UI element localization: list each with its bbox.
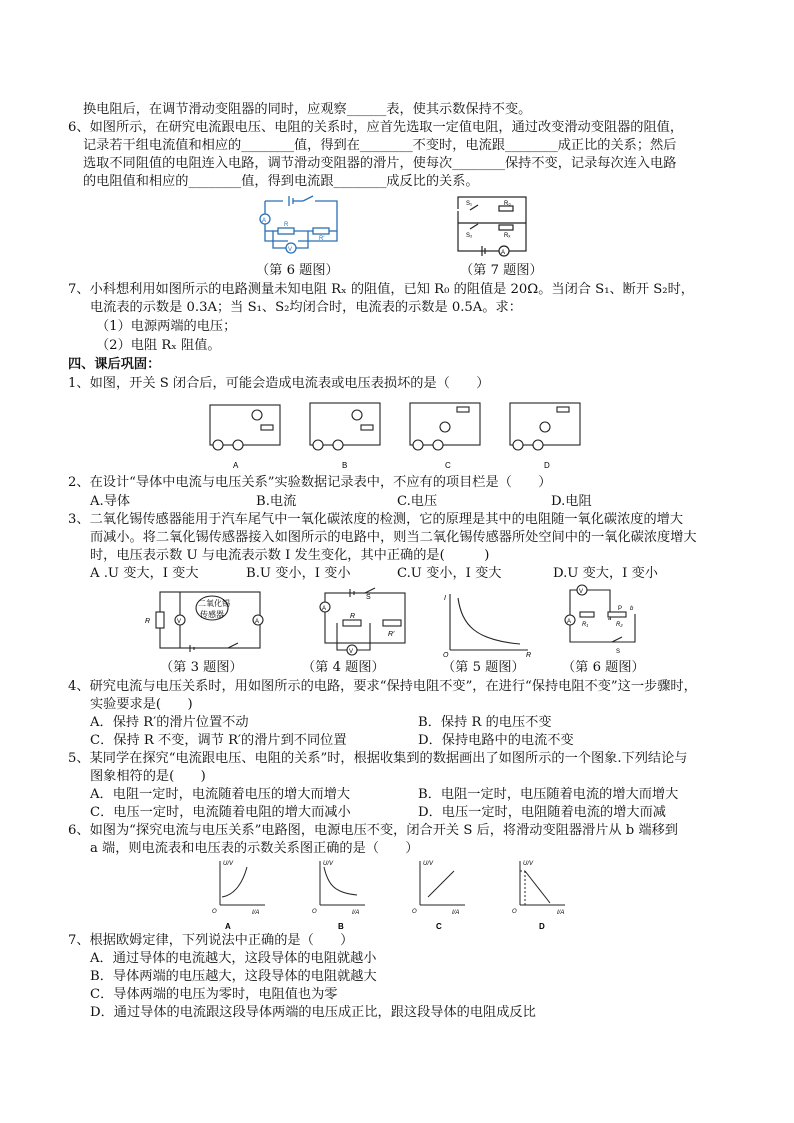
q5-option-a: A．电阻一定时，电流随着电压的增大而增大 bbox=[90, 787, 351, 802]
svg-text:R′: R′ bbox=[388, 631, 395, 638]
q6b-origin: O bbox=[312, 909, 317, 915]
sensor-label-bottom: 传感器 bbox=[200, 610, 224, 619]
svg-text:R: R bbox=[284, 222, 289, 228]
q6c-axis-i: I/A bbox=[452, 910, 460, 916]
svg-text:S: S bbox=[366, 594, 371, 601]
q6-label-a: A bbox=[225, 922, 231, 931]
q6-label-d: D bbox=[539, 922, 545, 931]
q3-sensor-circuit bbox=[145, 586, 268, 656]
svg-text:V: V bbox=[349, 649, 354, 655]
svg-text:V: V bbox=[288, 247, 293, 253]
q4-option-b: B．保持 R 的电压不变 bbox=[418, 715, 552, 730]
q6-label-c: C bbox=[436, 922, 442, 931]
q6b-axis-i: I/A bbox=[352, 910, 360, 916]
q5-axis-i: I bbox=[444, 595, 446, 602]
q4-option-d: D．保持电路中的电流不变 bbox=[418, 733, 574, 748]
q3-option-c: C.U 变小，I 变大 bbox=[397, 566, 502, 581]
q6-stem-line-2: a 端，则电流表和电压表的示数关系图正确的是（ ） bbox=[90, 841, 419, 856]
fig6-caption: （第 6 题图） bbox=[256, 263, 339, 278]
q6-graph-options bbox=[205, 857, 585, 933]
svg-text:A: A bbox=[567, 619, 572, 625]
svg-text:S₁: S₁ bbox=[466, 201, 473, 207]
q2-option-c: C.电压 bbox=[397, 494, 438, 509]
q3-option-b: B.U 变小，I 变小 bbox=[246, 566, 351, 581]
svg-text:Rₓ: Rₓ bbox=[504, 233, 511, 239]
q3-fig-caption: （第 3 题图） bbox=[160, 660, 243, 675]
q2-option-b: B.电流 bbox=[256, 494, 297, 509]
q3-line-1: 3、二氧化锡传感器能用于汽车尾气中一氧化碳浓度的检测，它的原理是其中的电阻随一氧化碳浓度的增大 bbox=[68, 512, 684, 527]
q7-stem: 7、根据欧姆定律，下列说法中正确的是（ ） bbox=[68, 933, 354, 948]
svg-text:a: a bbox=[608, 616, 612, 622]
q7-option-b: B．导体两端的电压越大，这段导体的电阻就越大 bbox=[90, 969, 377, 984]
q7-line-2: 电流表的示数是 0.3A；当 S₁、S₂均闭合时，电流表的示数是 0.5A。求： bbox=[90, 300, 522, 315]
svg-text:A: A bbox=[322, 606, 327, 612]
q6-fig-caption: （第 6 题图） bbox=[562, 660, 645, 675]
q4-fig-caption: （第 4 题图） bbox=[302, 660, 385, 675]
q3-option-d: D.U 变大，I 变小 bbox=[553, 566, 658, 581]
q5-line-1: 5、某同学在探究“电流跟电压、电阻的关系”时，根据收集到的数据画出了如图所示的一个图象.下列结论与 bbox=[68, 751, 688, 766]
sensor-label-top: 二氧化锡 bbox=[198, 599, 230, 608]
q6c-origin: O bbox=[412, 909, 417, 915]
q7-option-c: C．导体两端的电压为零时，电阻值也为零 bbox=[90, 987, 338, 1002]
svg-text:A: A bbox=[501, 250, 506, 256]
q7-option-a: A．通过导体的电流越大，这段导体的电阻就越小 bbox=[90, 951, 377, 966]
fig6-circuit-diagram bbox=[253, 193, 343, 258]
q6a-axis-i: I/A bbox=[252, 910, 260, 916]
q6-label-b: B bbox=[338, 922, 344, 931]
q5-origin: O bbox=[443, 652, 449, 659]
svg-text:R: R bbox=[145, 618, 151, 625]
svg-text:S₂: S₂ bbox=[466, 233, 473, 239]
svg-text:A: A bbox=[262, 218, 267, 224]
q7-line-1: 7、小科想利用如图所示的电路测量未知电阻 Rₓ 的阻值，已知 R₀ 的阻值是 20Ω。当闭合 S₁、断开 S₂时， bbox=[68, 282, 694, 297]
q4-option-a: A．保持 R′的滑片位置不动 bbox=[90, 715, 249, 730]
q1-label-c: C bbox=[445, 461, 451, 470]
fig7-caption: （第 7 题图） bbox=[460, 263, 543, 278]
section-heading: 四、课后巩固： bbox=[68, 357, 161, 372]
q4-option-c: C．保持 R 不变，调节 R′的滑片到不同位置 bbox=[90, 733, 347, 748]
q5-option-b: B．电阻一定时，电压随着电流的增大而增大 bbox=[418, 787, 679, 802]
q2-option-a: A.导体 bbox=[90, 494, 131, 509]
q5-line-2: 图象相符的是( ) bbox=[90, 769, 206, 784]
svg-text:V: V bbox=[579, 589, 584, 595]
q3-line-2: 而减小。将二氧化锡传感器接入如图所示的电路中，则当二氧化锡传感器所处空间中的一氧化碳浓度增大 bbox=[90, 530, 697, 545]
q6-stem-line-1: 6、如图为“探究电流与电压关系”电路图，电源电压不变，闭合开关 S 后，将滑动变阻器滑片从 b 端移到 bbox=[68, 823, 678, 838]
q6-line-2: 记录若干组电流值和相应的________值，得到在________不变时，电流跟________成正比的关系；然后 bbox=[83, 138, 677, 153]
q5-option-d: D．电压一定时，电阻随着电流的增大而减 bbox=[418, 805, 666, 820]
q6-line-1: 6、如图所示，在研究电流跟电压、电阻的关系时，应首先选取一定值电阻，通过改变滑动变阻器的阻值， bbox=[68, 120, 684, 135]
q4-circuit bbox=[315, 585, 410, 657]
fig7-circuit-diagram bbox=[452, 193, 532, 258]
q1-label-d: D bbox=[544, 461, 550, 470]
q1-stem: 1、如图，开关 S 闭合后，可能会造成电流表或电压表损坏的是（ ） bbox=[68, 376, 490, 391]
svg-text:R₁: R₁ bbox=[582, 622, 589, 628]
svg-text:S: S bbox=[616, 649, 621, 655]
q3-line-3: 时，电压表示数 U 与电流表示数 I 发生变化，其中正确的是( ) bbox=[90, 548, 490, 563]
q6d-origin: O bbox=[512, 909, 517, 915]
q1-label-a: A bbox=[233, 461, 239, 470]
q7-sub-2: （2）电阻 Rₓ 阻值。 bbox=[96, 338, 221, 353]
q6-line-4: 的电阻值和相应的________值，得到电流跟________成反比的关系。 bbox=[83, 174, 479, 189]
q7-option-d: D．通过导体的电流跟这段导体两端的电压成正比，跟这段导体的电阻成反比 bbox=[90, 1005, 536, 1020]
q6a-origin: O bbox=[212, 909, 217, 915]
q2-stem: 2、在设计“导体中电流与电压关系”实验数据记录表中，不应有的项目栏是（ ） bbox=[68, 475, 552, 490]
svg-text:R₀: R₀ bbox=[504, 201, 511, 207]
q6a-axis-u: U/V bbox=[223, 861, 234, 867]
svg-text:b: b bbox=[630, 606, 634, 612]
svg-text:R: R bbox=[350, 613, 356, 620]
q6-circuit bbox=[560, 582, 642, 656]
q1-label-b: B bbox=[342, 461, 348, 470]
q4-line-1: 4、研究电流与电压关系时，用如图所示的电路，要求“保持电阻不变”，在进行“保持电阻不变”这一步骤时， bbox=[68, 679, 697, 694]
q7-sub-1: （1）电源两端的电压； bbox=[96, 319, 237, 334]
q3-option-a: A .U 变大，I 变大 bbox=[90, 566, 199, 581]
svg-text:R₂: R₂ bbox=[616, 622, 623, 628]
q6d-axis-i: I/A bbox=[557, 910, 565, 916]
svg-text:A: A bbox=[255, 619, 260, 625]
q6-line-3: 选取不同阻值的电阻连入电路，调节滑动变阻器的滑片，使每次________保持不变，记录每次连入电路 bbox=[83, 156, 677, 171]
q5-continued-line: 换电阻后，在调节滑动变阻器的同时，应观察______表，使其示数保持不变。 bbox=[83, 102, 532, 117]
q1-circuit-options bbox=[205, 393, 585, 471]
q6d-axis-u: U/V bbox=[523, 861, 534, 867]
q5-fig-caption: （第 5 题图） bbox=[442, 660, 525, 675]
q5-graph bbox=[440, 590, 535, 658]
q2-option-d: D.电阻 bbox=[551, 494, 592, 509]
q5-axis-r: R bbox=[526, 652, 532, 659]
q4-line-2: 实验要求是( ) bbox=[90, 697, 193, 712]
q6b-axis-u: U/V bbox=[323, 861, 334, 867]
q6c-axis-u: U/V bbox=[423, 861, 434, 867]
q5-option-c: C．电压一定时，电流随着电阻的增大而减小 bbox=[90, 805, 351, 820]
svg-text:P: P bbox=[618, 606, 623, 612]
svg-text:R′: R′ bbox=[319, 236, 325, 242]
svg-text:V: V bbox=[177, 619, 182, 625]
